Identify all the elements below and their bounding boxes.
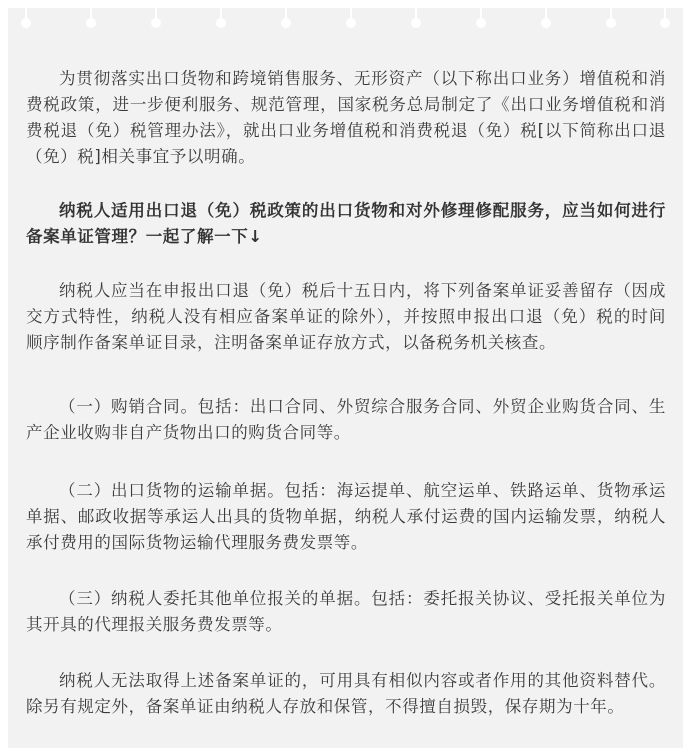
- binder-hole-icon: [660, 18, 670, 28]
- binder-hole-icon: [476, 18, 486, 28]
- intro-paragraph: 为贯彻落实出口货物和跨境销售服务、无形资产（以下称出口业务）增值税和消费税政策，进一步便利服务、规范管理，国家税务总局制定了《出口业务增值税和消费税退（免）税管理办法》，就出口业务增值税和消费税退（免）税[以下简称出口退（免）税]相关事宜予以明确。: [26, 69, 666, 166]
- closing-paragraph: 纳税人无法取得上述备案单证的，可用具有相似内容或者作用的其他资料替代。除另有规定外，备案单证由纳税人存放和保管，不得擅自损毁，保存期为十年。: [26, 671, 666, 716]
- requirement-paragraph: 纳税人应当在申报出口退（免）税后十五日内，将下列备案单证妥善留存（因成交方式特性，纳税人没有相应备案单证的除外），并按照申报出口退（免）税的时间顺序制作备案单证目录，注明备案单证存放方式，以备税务机关核查。: [26, 281, 666, 352]
- binder-holes-decoration: [8, 8, 683, 36]
- binder-hole-icon: [346, 18, 356, 28]
- question-heading: 纳税人适用出口退（免）税政策的出口货物和对外修理修配服务，应当如何进行备案单证管理？一起了解一下↓: [26, 201, 666, 246]
- binder-hole-icon: [411, 18, 421, 28]
- binder-hole-icon: [216, 18, 226, 28]
- binder-hole-icon: [606, 18, 616, 28]
- binder-hole-icon: [281, 18, 291, 28]
- article-card: [8, 8, 683, 748]
- binder-hole-icon: [21, 18, 31, 28]
- item-transport-documents: （二）出口货物的运输单据。包括：海运提单、航空运单、铁路运单、货物承运单据、邮政收据等承运人出具的货物单据，纳税人承付运费的国内运输发票，纳税人承付费用的国际货物运输代理服务费发票等。: [26, 481, 666, 552]
- item-customs-agency-documents: （三）纳税人委托其他单位报关的单据。包括：委托报关协议、受托报关单位为其开具的代理报关服务费发票等。: [26, 589, 666, 634]
- binder-hole-icon: [541, 18, 551, 28]
- binder-hole-icon: [151, 18, 161, 28]
- binder-hole-icon: [86, 18, 96, 28]
- article-body: [26, 66, 666, 720]
- item-purchase-contract: （一）购销合同。包括：出口合同、外贸综合服务合同、外贸企业购货合同、生产企业收购非自产货物出口的购货合同等。: [26, 397, 666, 442]
